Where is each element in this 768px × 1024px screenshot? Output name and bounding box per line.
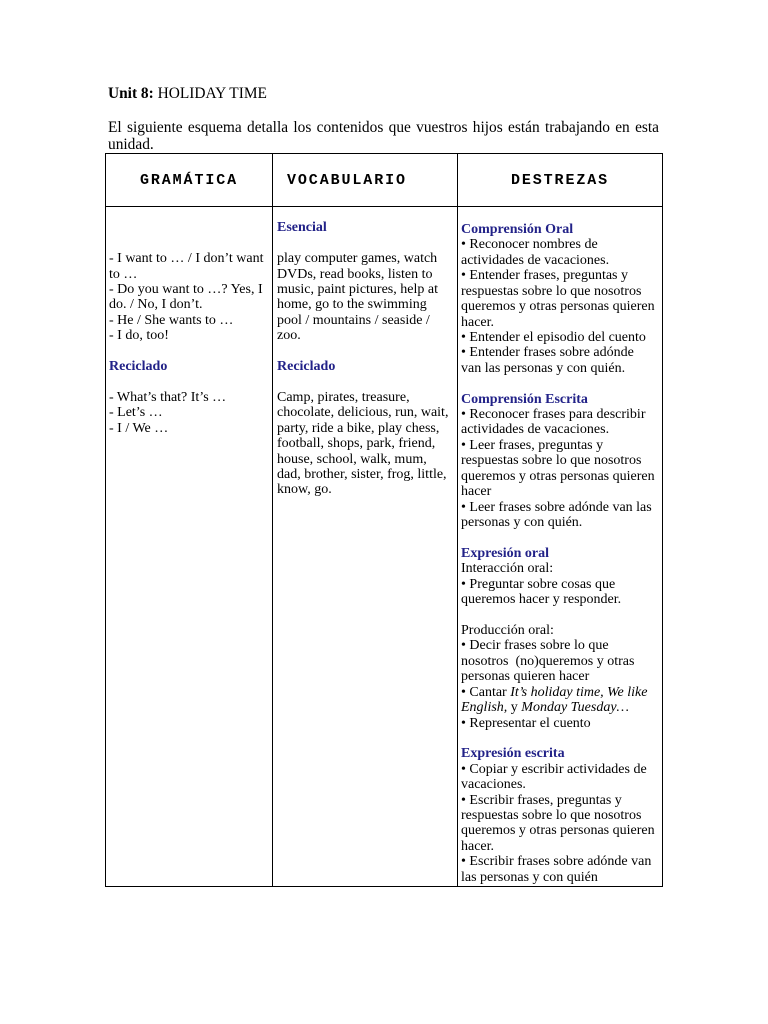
skills-cell [458, 207, 662, 886]
text-line: van las personas y con quién. [461, 360, 626, 376]
text-line: chocolate, delicious, run, wait, [277, 405, 449, 421]
text-line: actividades de vacaciones. [461, 252, 610, 268]
content-section [277, 359, 457, 498]
table-header-vocabulary: VOCABULARIO [287, 171, 407, 189]
paragraph [461, 407, 662, 530]
text-line: queremos hacer y responder. [461, 592, 622, 608]
text-line: do. / No, I don’t. [109, 297, 203, 313]
text-segment: • Cantar [461, 684, 511, 700]
text-line: Interacción oral: [461, 561, 554, 577]
content-section [109, 359, 272, 436]
section-title: Comprensión Oral [461, 222, 574, 237]
text-line: queremos y otras personas quieren [461, 468, 655, 484]
content-section [277, 220, 457, 343]
text-line: - I / We … [109, 420, 169, 436]
paragraph [461, 623, 662, 731]
paragraph [109, 390, 272, 436]
text-segment: y [507, 700, 522, 716]
text-line: house, school, walk, mum, [277, 451, 427, 467]
paragraph [461, 561, 662, 607]
section-title: Comprensión Escrita [461, 391, 588, 407]
paragraph [461, 237, 662, 376]
text-line: • Leer frases sobre adónde van las [461, 499, 652, 515]
intro-paragraph: El siguiente esquema detalla los contenidos que vuestros hijos están trabajando en esta unidad. [108, 119, 659, 153]
section-title: Esencial [277, 220, 327, 236]
paragraph [109, 251, 272, 344]
text-line: • Entender el episodio del cuento [461, 329, 646, 345]
text-line: hacer. [461, 838, 495, 854]
text-line: - I do, too! [109, 328, 169, 344]
text-line: • Decir frases sobre lo que [461, 638, 609, 654]
paragraph [277, 390, 457, 498]
table-header-skills: DESTREZAS [510, 171, 610, 189]
text-line: football, shops, park, friend, [277, 436, 436, 452]
emphasized-text: Monday Tuesday… [521, 700, 629, 716]
text-line: queremos y otras personas quieren [461, 823, 655, 839]
text-line: play computer games, watch [277, 251, 438, 267]
text-line: queremos y otras personas quieren [461, 299, 655, 315]
text-line: hacer [461, 484, 492, 500]
text-line: pool / mountains / seaside / [277, 312, 430, 328]
text-line: - Let’s … [109, 405, 163, 421]
text-line: - He / She wants to … [109, 312, 234, 328]
text-line: hacer. [461, 314, 495, 330]
text-line: respuestas sobre lo que nosotros [461, 808, 642, 824]
text-line: • Entender frases sobre adónde [461, 345, 634, 361]
unit-title: HOLIDAY TIME [157, 85, 267, 102]
section-title: Expresión oral [461, 545, 550, 561]
text-line: vacaciones. [461, 777, 526, 793]
grammar-cell [106, 207, 272, 886]
text-line: party, ride a bike, play chess, [277, 420, 440, 436]
paragraph [277, 251, 457, 344]
text-line: • Representar el cuento [461, 715, 591, 731]
text-line: • Escribir frases sobre adónde van [461, 854, 652, 870]
vocabulary-cell [273, 207, 457, 886]
content-table [105, 153, 663, 887]
text-line: las personas y con quién [461, 869, 598, 885]
table-header-grammar: GRAMÁTICA [139, 171, 239, 189]
unit-label: Unit 8: [108, 85, 154, 102]
content-section [109, 251, 272, 344]
text-line: personas quieren hacer [461, 669, 590, 685]
text-line: • Reconocer nombres de [461, 237, 598, 253]
text-line: • Entender frases, preguntas y [461, 268, 629, 284]
text-line: Producción oral: [461, 622, 554, 638]
content-section [461, 392, 662, 531]
text-line: respuestas sobre lo que nosotros [461, 283, 642, 299]
text-line: DVDs, read books, listen to [277, 266, 433, 282]
emphasized-text: It’s holiday time, We like [510, 684, 648, 700]
text-line: • Preguntar sobre cosas que [461, 576, 616, 592]
content-section [461, 746, 662, 885]
paragraph [461, 762, 662, 885]
text-line: zoo. [277, 328, 301, 344]
text-line: know, go. [277, 482, 332, 498]
text-line: music, paint pictures, help at [277, 281, 438, 297]
content-section [461, 222, 662, 376]
unit-heading [108, 85, 267, 102]
text-line: dad, brother, sister, frog, little, [277, 467, 447, 483]
text-line [461, 685, 662, 700]
text-line: actividades de vacaciones. [461, 422, 610, 438]
text-line: - What’s that? It’s … [109, 389, 227, 405]
text-line: respuestas sobre lo que nosotros [461, 453, 642, 469]
section-title: Reciclado [277, 359, 336, 375]
text-line: • Reconocer frases para describir [461, 407, 646, 423]
text-line: personas y con quién. [461, 515, 583, 531]
text-line: • Escribir frases, preguntas y [461, 792, 622, 808]
section-title: Expresión escrita [461, 746, 565, 762]
text-line: • Copiar y escribir actividades de [461, 761, 647, 777]
emphasized-text: English, [461, 700, 508, 716]
text-line: home, go to the swimming [277, 297, 427, 313]
text-line: to … [109, 266, 138, 282]
section-title: Reciclado [109, 359, 168, 375]
text-line [461, 700, 662, 715]
text-line: - Do you want to …? Yes, I [109, 282, 263, 297]
text-line: - I want to … / I don’t want [109, 251, 264, 267]
text-line: • Leer frases, preguntas y [461, 437, 604, 453]
content-section [461, 546, 662, 731]
text-line: Camp, pirates, treasure, [277, 389, 410, 405]
text-line: nosotros (no)queremos y otras [461, 653, 635, 669]
